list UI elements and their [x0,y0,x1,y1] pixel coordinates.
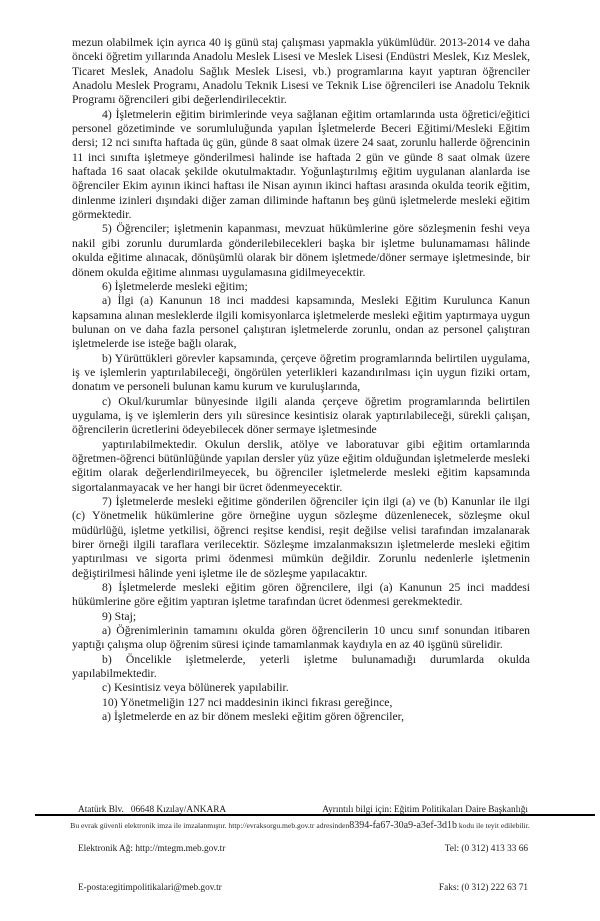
body-paragraph: a) İşletmelerde en az bir dönem mesleki eğitim gören öğrenciler, [102,710,404,724]
verification-line [20,820,580,831]
body-paragraph: 7) İşletmelerde mesleki eğitime gönderilen öğrenciler için ilgi (a) ve (b) Kanunlar ile ilgi (c) Yönetmelik hükümlerine göre örneğine uygun sözleşme düzenlenecek, sözleşme okul müdürlüğü, işletme yetkilisi, öğrenci reşitse kendisi, reşit değilse velisi tarafından imzalanarak birer örneği ilgili taraflara verilecektir. Sözleşme imzalanmaksızın işletmelerde mesleki eğitim yaptırılması ve sigorta primi ödenmesi mümkün değildir. Zorunlu nedenlerle işletmenin değiştirilmesi hâlinde yeni işletme ile de sözleşme yapılacaktır. [72,495,530,580]
body-paragraph: 8) İşletmelerde mesleki eğitim gören öğrencilere, ilgi (a) Kanunun 25 inci maddesi hükümlerine göre eğitim yaptıran işletme tarafından ücret ödenmesi gerekmektedir. [72,581,530,609]
footer-info [0,778,600,921]
body-paragraph: yaptırılabilmektedir. Okulun derslik, atölye ve laboratuvar gibi eğitim ortamlarında öğretmen-öğrenci bütünlüğünde yapılan dersler yüz yüze eğitim olduğundan işletmelerde mesleki eğitim olarak değerlendirilmeyecek, bu öğrenciler işletmelerde mesleki eğitim kapsamında sigortalanmayacak ve her hangi bir ücret ödenmeyecektir. [72,437,530,494]
body-paragraph: 6) İşletmelerde mesleki eğitim; [102,279,248,293]
body-paragraph: 4) İşletmelerin eğitim birimlerinde veya sağlanan eğitim ortamlarında usta öğretici/eğitici personel gözetiminde ve sorumluluğunda yapılan İşletmelerde Beceri Eğitimi/Mesleki Eğitim dersi; 12 nci sınıfta haftada üç gün, günde 8 saat olmak üzere 24 saat, zorunlu hallerde öğrencinin 11 inci sınıfta işletmeye gönderilmesi halinde ise haftada 2 gün ve günde 8 saat olmak üzere haftada 16 saat olacak şekilde okutulmaktadır. Yoğunlaştırılmış eğitim uygulanan alanlarda ise öğrenciler Ekim ayının ikinci haftası ile Nisan ayının ikinci haftası arasında okulda teorik eğitim, dinlenme izinleri dışındaki diğer zaman diliminde haftanın beş günü işletmelerde mesleki eğitim görmektedir. [72,107,530,222]
body-paragraph: a) İlgi (a) Kanunun 18 inci maddesi kapsamında, Mesleki Eğitim Kurulunca Kanun kapsamına alınan mesleklerde ilgili komisyonlarca işletmelerde mesleki eğitim yaptırmaya uygun bulunan on ve daha fazla personel çalıştıran işletmelerde zorunlu, ondan az personel çalıştıran işletmelerde ise isteğe bağlı olarak, [72,294,530,351]
footer-divider [35,814,595,816]
contact-fax-line: Faks: (0 312) 222 63 71 [438,883,528,893]
verification-suffix: kodu ile teyit edilebilir. [456,821,530,830]
body-paragraph: 9) Staj; [102,609,137,623]
body-paragraph: mezun olabilmek için ayrıca 40 iş günü staj çalışması yapmakla yükümlüdür. 2013-2014 ve daha önceki öğretim yıllarında Anadolu Meslek Lisesi ve Meslek Lisesi (Endüstri Meslek, Kız Meslek, Ticaret Meslek, Anadolu Sağlık Meslek Lisesi, vb.) programlarına kayıt yaptıran öğrenciler Anadolu Meslek Programı, Anadolu Teknik Lisesi ve Teknik Lise öğrencileri ise Anadolu Teknik Programı öğrencileri gibi değerlendirilecektir. [72,36,530,107]
body-paragraph: 5) Öğrenciler; işletmenin kapanması, mevzuat hükümlerine göre sözleşmenin feshi veya nakil gibi zorunlu durumlarda gönderilebilecekleri başka bir işletme bulunamaması hâlinde okulda eğitime alınacak, dönüşümlü olarak bir dönem işletmede/döner sermaye işletmesinde, bir dönem okulda eğitime alınması uygulamasına gidilmeyecektir. [72,222,530,279]
address-street-line: Atatürk Blv. 06648 Kızılay/ANKARA [78,805,227,815]
address-web-line: Elektronik Ağ: http://mtegm.meb.gov.tr [78,844,226,854]
body-paragraph: 10) Yönetmeliğin 127 nci maddesinin ikinci fıkrası gereğince, [102,695,393,709]
body-paragraph: b) Yürüttükleri görevler kapsamında, çerçeve öğretim programlarında belirtilen uygulama, iş ve işlemlerin yaptırılabileceği, öngörülen yeterlikleri kazandırılması için uygun fiziki ortam, donatım ve personeli bulunan kamu kurum ve kuruluşlarında, [72,351,530,394]
body-paragraph: c) Kesintisiz veya bölünerek yapılabilir. [102,681,289,695]
contact-tel-line: Tel: (0 312) 413 33 66 [444,844,528,854]
body-paragraph: b) Öncelikle işletmelerde, yeterli işletme bulunamadığı durumlarda okulda yapılabilmektedir. [72,652,530,681]
verification-text: Bu evrak güvenli elektronik imza ile imzalanmıştır. http://evraksorgu.meb.gov.tr adresinden [70,821,350,830]
body-paragraph: c) Okul/kurumlar bünyesinde ilgili alanda çerçeve öğretim programlarında belirtilen uygulama, iş ve işlemlerin ders yılı süresince kesintisiz olarak yaptırılabileceği, sürekli çalışan, öğrencilerin ücretlerini ödeyebilecek döner sermaye işletmesinde [72,394,530,437]
address-email-line: E-posta:egitimpolitikalari@meb.gov.tr [78,883,222,893]
verification-code: 8394-fa67-30a9-a3ef-3d1b [349,820,457,831]
document-body [72,36,530,725]
body-paragraph: a) Öğrenimlerinin tamamını okulda gören öğrencilerin 10 uncu sınıf sonundan itibaren yaptığı çalışma olup öğrenim süresi içinde tamamlanmak kaydıyla en az 40 işgünü sürelidir. [72,624,530,652]
contact-info-line: Ayrıntılı bilgi için: Eğitim Politikaları Daire Başkanlığı [322,805,528,815]
footer-contact-block [322,778,528,921]
footer-address-block [78,778,226,921]
